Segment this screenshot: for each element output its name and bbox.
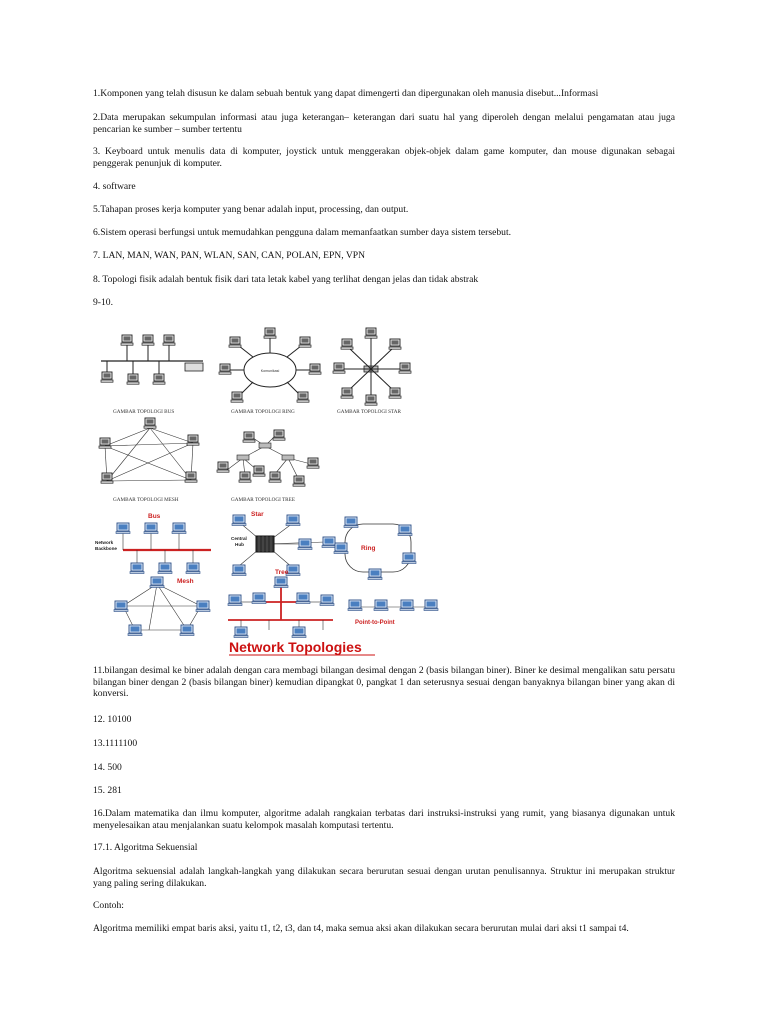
label-backbone: Backbone bbox=[95, 546, 117, 551]
paragraph-8: 8. Topologi fisik adalah bentuk fisik dari tata letak kabel yang terlihat dengan jelas dan tidak abstrak bbox=[93, 274, 479, 285]
paragraph-5: 5.Tahapan proses kerja komputer yang benar adalah input, processing, dan output. bbox=[93, 204, 409, 215]
label-hub: Hub bbox=[235, 542, 244, 547]
label-tree: Tree bbox=[275, 569, 289, 576]
paragraph-12: 12. 10100 bbox=[93, 714, 132, 725]
tree-topology-color bbox=[228, 569, 334, 638]
ring-topology-color bbox=[334, 517, 416, 580]
tree-topology-gray bbox=[217, 430, 319, 486]
bus-topology-color bbox=[95, 513, 211, 574]
paragraph-example: Algoritma memiliki empat baris aksi, yaitu t1, t2, t3, dan t4, maka semua aksi akan dilakukan secara berurutan mulai dari aksi t1 sampai t4. bbox=[93, 923, 629, 934]
paragraph-17-body: Algoritma sekuensial adalah langkah-langkah yang dilakukan secara berurutan sesuai dengan urutan penulisannya. Struktur ini merupakan struktur yang paling sering dilakukan. bbox=[93, 866, 675, 889]
paragraph-2: 2.Data merupakan sekumpulan informasi atau juga keterangan– keterangan dari suatu hal yang diperoleh dengan melalui pengamatan atau juga pencarian ke sumber – sumber tertentu bbox=[93, 112, 675, 135]
paragraph-9-10: 9-10. bbox=[93, 297, 113, 308]
caption-mesh: GAMBAR TOPOLOGI MESH bbox=[113, 497, 179, 503]
label-ring: Ring bbox=[361, 545, 376, 552]
figure-title: Network Topologies bbox=[229, 639, 362, 655]
paragraph-15: 15. 281 bbox=[93, 785, 122, 796]
label-point-to-point: Point-to-Point bbox=[355, 620, 395, 626]
label-star: Star bbox=[251, 511, 264, 518]
paragraph-contoh: Contoh: bbox=[93, 900, 124, 911]
paragraph-6: 6.Sistem operasi berfungsi untuk memudahkan pengguna dalam memanfaatkan sumber daya sistem tersebut. bbox=[93, 227, 512, 238]
star-topology-color bbox=[231, 511, 336, 576]
network-topologies-figure bbox=[93, 318, 439, 658]
topology-diagram bbox=[93, 318, 439, 658]
paragraph-7: 7. LAN, MAN, WAN, PAN, WLAN, SAN, CAN, POLAN, EPN, VPN bbox=[93, 250, 366, 261]
paragraph-4: 4. software bbox=[93, 181, 136, 192]
paragraph-16: 16.Dalam matematika dan ilmu komputer, algoritme adalah rangkaian terbatas dari instruksi-instruksi yang rumit, yang biasanya digunakan untuk menyelesaikan atau menjalankan suatu kelompok masalah komputasi tertentu. bbox=[93, 808, 675, 831]
label-mesh: Mesh bbox=[177, 578, 194, 585]
caption-tree: GAMBAR TOPOLOGI TREE bbox=[231, 497, 295, 503]
caption-bus: GAMBAR TOPOLOGI BUS bbox=[113, 409, 175, 415]
caption-star: GAMBAR TOPOLOGI STAR bbox=[337, 409, 401, 415]
ring-center-label: Komunikasi bbox=[260, 369, 280, 373]
paragraph-3: 3. Keyboard untuk menulis data di komputer, joystick untuk menggerakan objek-objek dalam game komputer, dan mouse digunakan sebagai penggerak penunjuk di komputer. bbox=[93, 146, 675, 169]
paragraph-11: 11.bilangan desimal ke biner adalah dengan cara membagi bilangan desimal dengan 2 (basis bilangan biner). Biner ke desimal mengalikan satu persatu bilangan biner dengan 2 (basis bilangan biner) kemudian dipangkat 0, pangkat 1 dan seterusnya sesuai dengan banyaknya bilangan biner yang akan di konversi. bbox=[93, 665, 675, 699]
point-to-point-topology bbox=[348, 600, 438, 626]
paragraph-1: 1.Komponen yang telah disusun ke dalam sebuah bentuk yang dapat dimengerti dan dipergunakan oleh manusia disebut...Informasi bbox=[93, 88, 599, 99]
label-bus: Bus bbox=[148, 513, 161, 520]
paragraph-13: 13.1111100 bbox=[93, 738, 138, 749]
bus-topology-gray bbox=[101, 335, 203, 384]
mesh-topology-gray bbox=[99, 418, 199, 483]
ring-topology-gray bbox=[219, 328, 321, 402]
label-central: Central bbox=[231, 536, 247, 541]
star-topology-gray bbox=[333, 328, 411, 405]
mesh-topology-color bbox=[114, 577, 210, 636]
section-heading-17-1: 17.1. Algoritma Sekuensial bbox=[93, 842, 198, 853]
paragraph-14: 14. 500 bbox=[93, 762, 122, 773]
label-network: Network bbox=[95, 540, 114, 545]
caption-ring: GAMBAR TOPOLOGI RING bbox=[231, 409, 295, 415]
